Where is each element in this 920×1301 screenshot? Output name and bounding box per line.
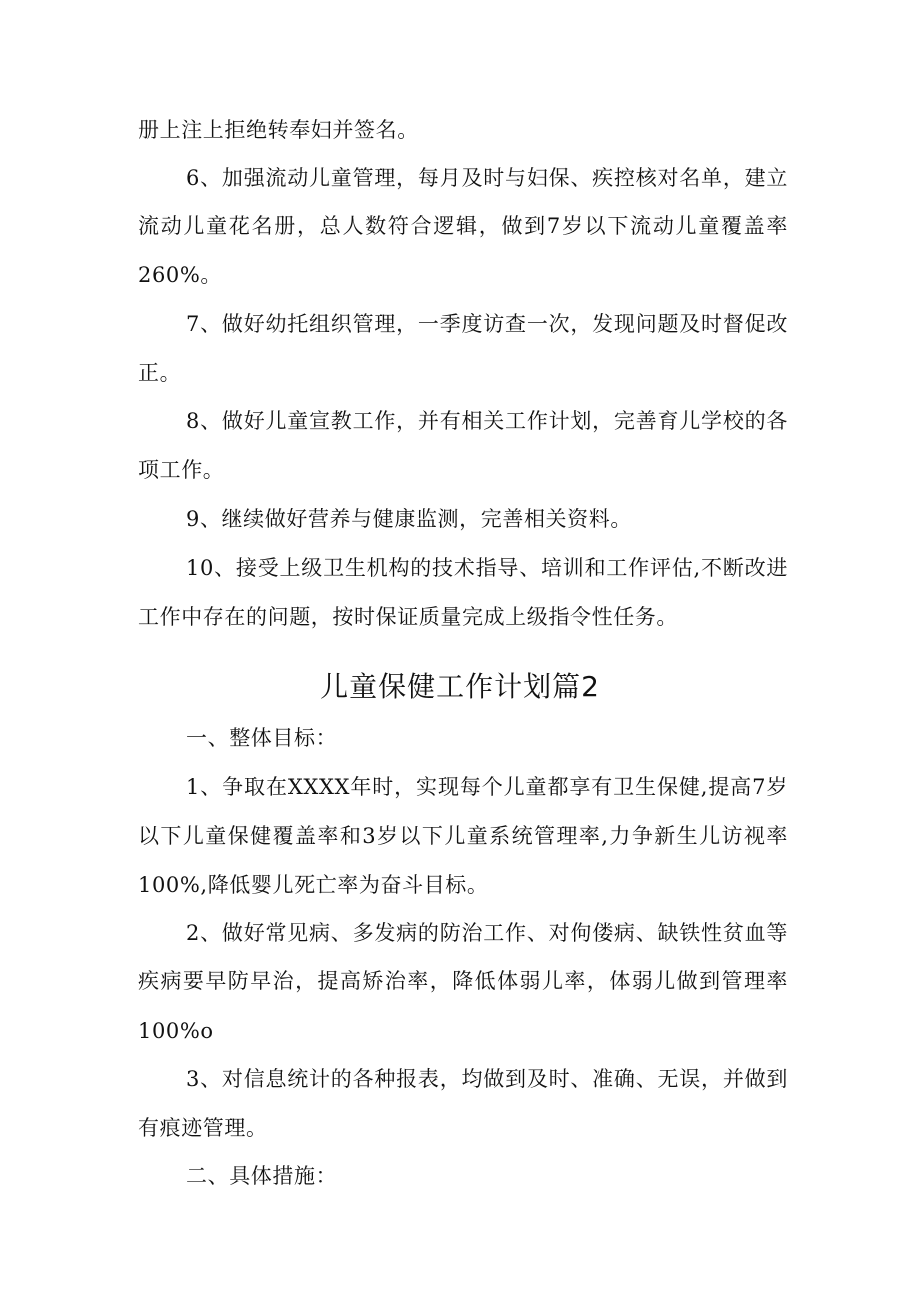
paragraph-line: 二、具体措施： xyxy=(186,1164,338,1188)
paragraph-line: 10、接受上级卫生机构的技术指导、培训和工作评估,不断改进 xyxy=(186,556,788,580)
paragraph-line: 2、做好常见病、多发病的防治工作、对佝偻病、缺铁性贫血等 xyxy=(186,921,788,945)
paragraph-line: 有痕迹管理。 xyxy=(138,1116,268,1140)
paragraph-line: 260%。 xyxy=(138,263,223,287)
paragraph-line: 流动儿童花名册，总人数符合逻辑，做到7岁以下流动儿童覆盖率 xyxy=(138,214,788,238)
paragraph-line: 工作中存在的问题，按时保证质量完成上级指令性任务。 xyxy=(138,605,678,629)
paragraph-line: 9、继续做好营养与健康监测，完善相关资料。 xyxy=(186,507,632,531)
paragraph-line: 7、做好幼托组织管理，一季度访查一次，发现问题及时督促改 xyxy=(186,312,788,336)
paragraph-line: 3、对信息统计的各种报表，均做到及时、准确、无误，并做到 xyxy=(186,1067,788,1091)
paragraph-line: 100%o xyxy=(138,1019,214,1043)
paragraph-line: 1、争取在XXXX年时，实现每个儿童都享有卫生保健,提高7岁 xyxy=(186,775,788,799)
paragraph-line: 正。 xyxy=(138,361,182,385)
paragraph-line: 以下儿童保健覆盖率和3岁以下儿童系统管理率,力争新生儿访视率 xyxy=(138,824,788,848)
section-title: 儿童保健工作计划篇2 xyxy=(320,670,600,703)
paragraph-line: 6、加强流动儿童管理，每月及时与妇保、疾控核对名单，建立 xyxy=(186,166,788,190)
paragraph-line: 册上注上拒绝转奉妇并签名。 xyxy=(138,118,419,142)
paragraph-line: 100%,降低婴儿死亡率为奋斗目标。 xyxy=(138,873,489,897)
paragraph-line: 一、整体目标： xyxy=(186,726,338,750)
paragraph-line: 8、做好儿童宣教工作，并有相关工作计划，完善育儿学校的各 xyxy=(186,409,788,433)
paragraph-line: 疾病要早防早治，提高矫治率，降低体弱儿率，体弱儿做到管理率 xyxy=(138,969,788,993)
paragraph-line: 项工作。 xyxy=(138,458,225,482)
